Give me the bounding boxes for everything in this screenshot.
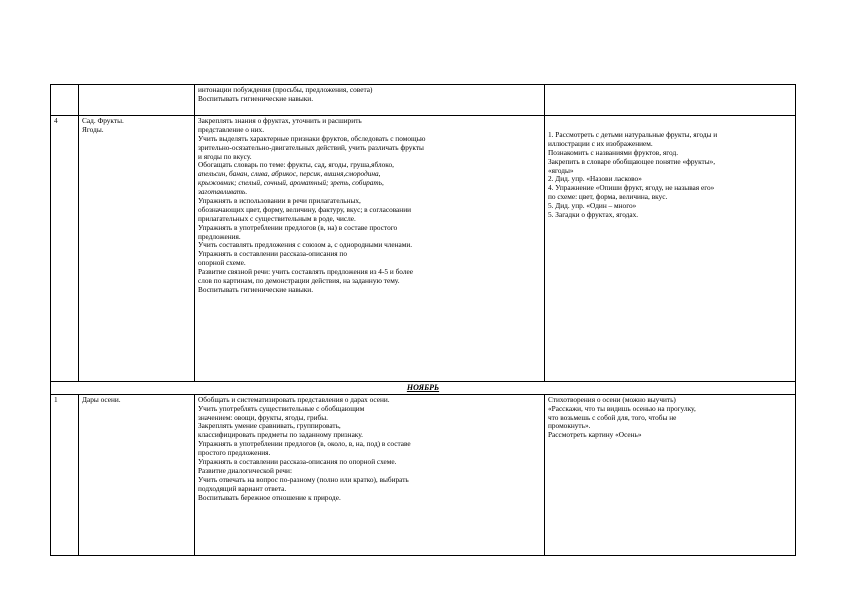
topic-cell: [79, 394, 195, 555]
goal-line: Воспитывать бережное отношение к природе.: [198, 492, 341, 502]
month-heading: НОЯБРЬ: [51, 382, 796, 395]
goal-line: Воспитывать гигиенические навыки.: [198, 284, 314, 294]
goal-line: Обобщать и систематизировать представления о дарах осени.: [198, 394, 390, 404]
work-line: 5. Загадки о фруктах, ягодах.: [548, 210, 639, 220]
table-row: [51, 85, 796, 116]
work-line: Стихотворения о осени (можно выучить): [548, 394, 676, 404]
goal-line: опорной схеме.: [198, 258, 246, 268]
work-list: [548, 131, 792, 220]
goals-cell: [195, 394, 545, 555]
goal-line: значением: овощи, фрукты, ягоды, грибы.: [198, 412, 328, 422]
goal-line: представление о них.: [198, 124, 265, 134]
goal-line: Воспитывать гигиенические навыки.: [198, 93, 314, 103]
goal-line: Упражнять в составлении рассказа-описания по опорной схеме.: [198, 456, 397, 466]
goal-line: и ягоды по вкусу.: [198, 151, 252, 161]
goal-line: обозначающих цвет, форму, величину, фактуру, вкус; в согласовании: [198, 204, 412, 214]
topic-cell: [79, 116, 195, 382]
row-number: 4: [54, 116, 58, 125]
topic-line: Сад. Фрукты.: [82, 116, 124, 125]
goal-line: Упражнять в употреблении предлогов (в, на) в составе простого: [198, 222, 398, 232]
goal-line: Учить употреблять существительные с обобщающим: [198, 403, 365, 413]
goal-line: Упражнять в составлении рассказа-описания по: [198, 249, 347, 259]
goal-line: Упражнять в употреблении предлогов (в, около, в, на, под) в составе: [198, 439, 411, 449]
work-line: промокнуть».: [548, 421, 591, 431]
goal-line: зрительно-осязательно-двигательных действий, учить различать фрукты: [198, 142, 424, 152]
topic-line: Дары осени.: [82, 394, 121, 404]
goal-line: Закреплять умение сравнивать, группировать,: [198, 421, 341, 431]
goal-line: Обогащать словарь по теме: фрукты, сад, ягоды, груша,яблоко,: [198, 160, 394, 170]
goal-line: Учить составлять предложения с союзом а, с однородными членами.: [198, 240, 413, 250]
work-line: Познакомить с названиями фруктов, ягод.: [548, 147, 679, 157]
work-cell: [545, 116, 796, 382]
table-row: [51, 394, 796, 555]
work-line: Закрепить в словаре обобщающее понятие «фрукты»,: [548, 156, 716, 166]
work-line: 5. Дид. упр. «Один – много»: [548, 201, 637, 211]
month-row: [51, 382, 796, 395]
work-line: 1. Рассмотреть с детьми натуральные фрукты, ягоды и: [548, 130, 718, 139]
work-line: «Расскажи, что ты видишь осенью на прогулку,: [548, 403, 696, 413]
row-number: 1: [54, 394, 58, 404]
work-line: «ягоды»: [548, 165, 574, 175]
work-line: по схеме: цвет, форма, величина, вкус.: [548, 192, 668, 202]
work-line: что возьмешь с собой для, того, чтобы не: [548, 412, 677, 422]
goal-line: Учить отвечать на вопрос по-разному (полно или кратко), выбирать: [198, 474, 409, 484]
topic-cell: [79, 85, 195, 116]
goals-cell: [195, 116, 545, 382]
goal-line: предложения.: [198, 231, 241, 241]
goal-line: слов по картинам, по демонстрации действия, на заданную тему.: [198, 276, 400, 286]
goal-line-vocabulary: крыжовник; спелый, сочный, ароматный; зреть, собирать,: [198, 178, 384, 188]
goal-line: Развитие связной речи: учить составлять предложения из 4-5 и более: [198, 267, 413, 277]
goals-cell: [195, 85, 545, 116]
work-line: 4. Упражнение «Опиши фрукт, ягоду, не называя его»: [548, 183, 715, 193]
goal-line: Учить выделять характерные признаки фруктов, обследовать с помощью: [198, 133, 426, 143]
work-line: Рассмотреть картину «Осень»: [548, 430, 642, 440]
goal-line: классифицировать предметы по заданному признаку.: [198, 430, 363, 440]
work-cell: [545, 85, 796, 116]
goal-line: Развитие диалогической речи:: [198, 465, 292, 475]
topic-line: Ягоды.: [82, 124, 104, 134]
work-line: иллюстрации с их изображением.: [548, 138, 653, 148]
table-row: [51, 116, 796, 382]
goal-line: Закреплять знания о фруктах, уточнить и расширить: [198, 116, 362, 125]
goal-line: прилагательных с существительным в роде, числе.: [198, 213, 356, 223]
goal-line-vocabulary: апельсин, банан, слива, абрикос, персик, вишня,смородина,: [198, 169, 381, 179]
row-number-cell: [51, 394, 79, 555]
row-number-cell: [51, 85, 79, 116]
goal-line: подходящий вариант ответа.: [198, 483, 287, 493]
row-number-cell: [51, 116, 79, 382]
lesson-plan-table: [50, 84, 796, 556]
goal-line-vocabulary: заготавливать.: [198, 187, 248, 197]
goal-line: простого предложения.: [198, 448, 271, 458]
goal-line: Упражнять в использовании в речи прилагательных,: [198, 196, 361, 206]
goal-line: интонации побуждения (просьбы, предложения, совета): [198, 85, 373, 94]
work-cell: [545, 394, 796, 555]
work-line: 2. Дид. упр. «Назови ласково»: [548, 174, 642, 184]
